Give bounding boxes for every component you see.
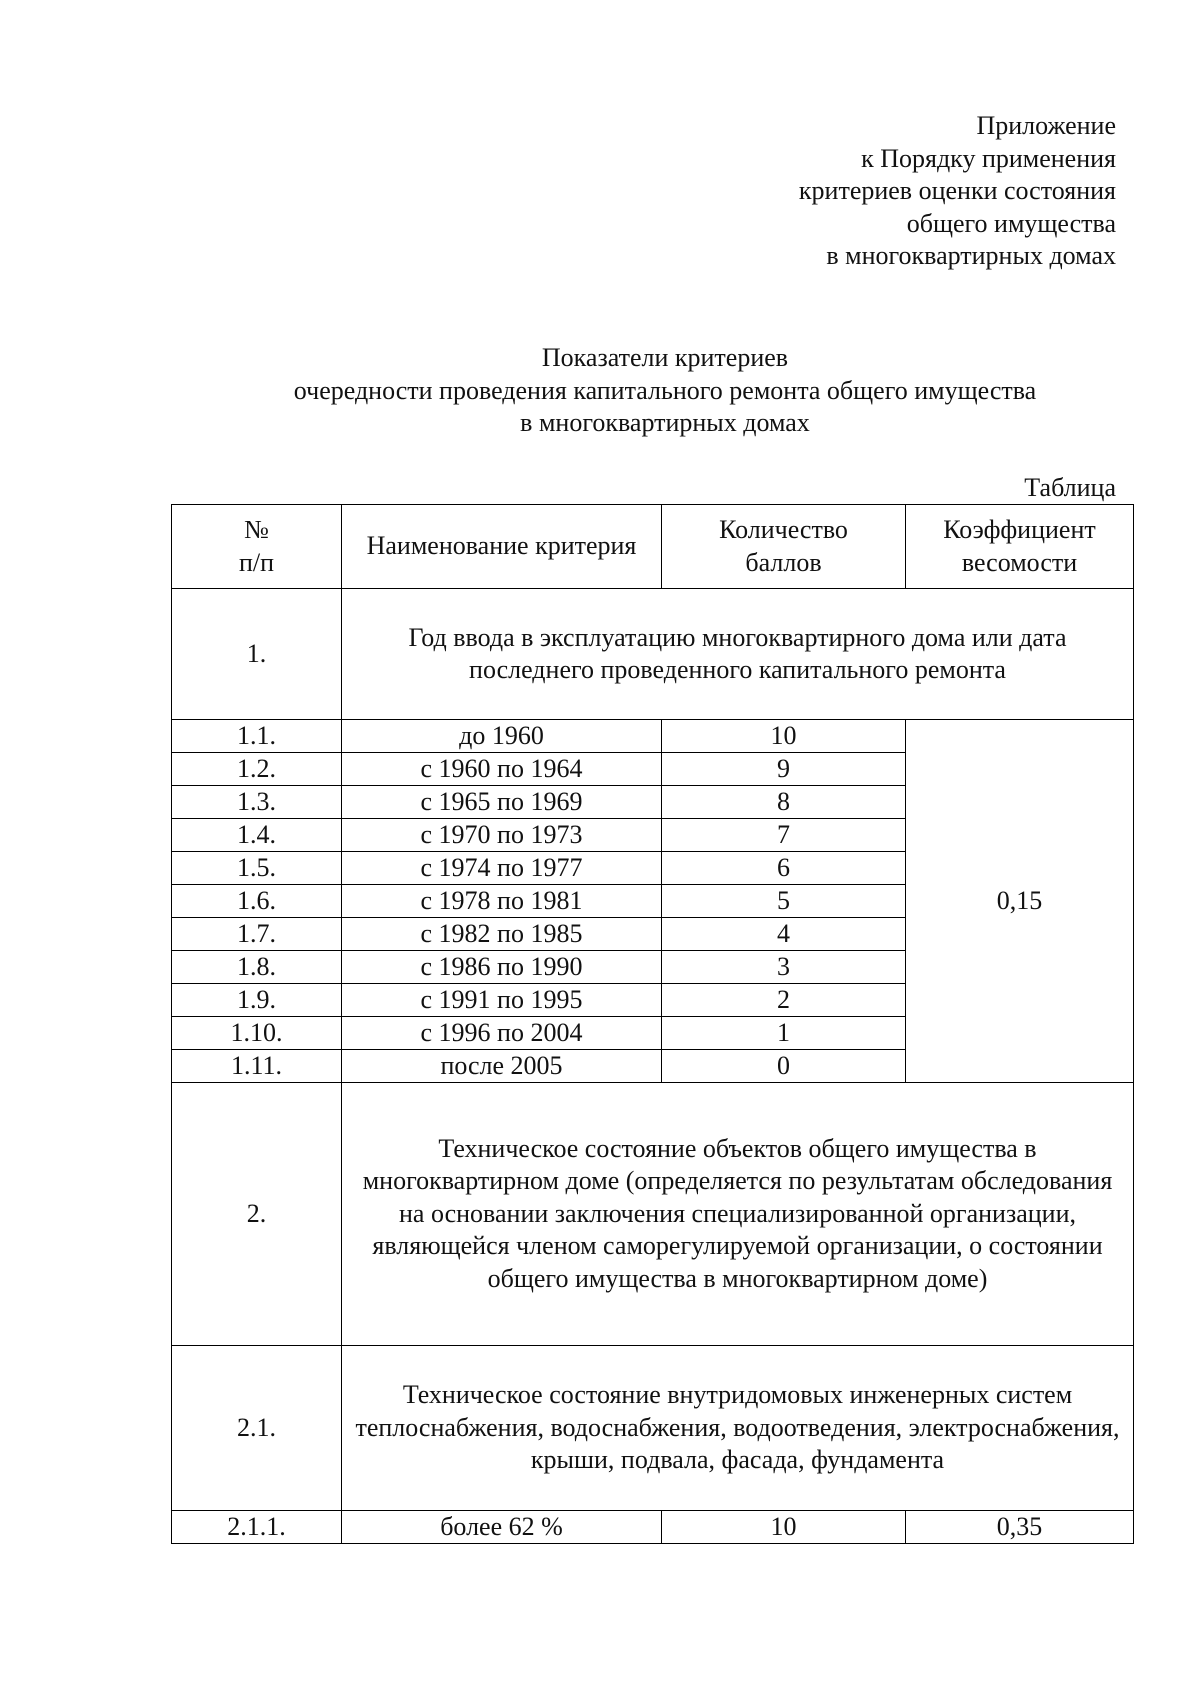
section-row bbox=[172, 1346, 1134, 1511]
row-name: после 2005 bbox=[342, 1050, 662, 1083]
header-points-line2: баллов bbox=[745, 547, 822, 577]
row-number: 1.10. bbox=[172, 1017, 342, 1050]
table-label: Таблица bbox=[1024, 473, 1116, 502]
row-points: 5 bbox=[662, 885, 906, 918]
header-coef-line2: весомости bbox=[961, 547, 1078, 577]
header-points-line1: Количество bbox=[719, 515, 848, 544]
row-coefficient: 0,35 bbox=[906, 1511, 1134, 1544]
section-title: Техническое состояние внутридомовых инженерных систем теплоснабжения, водоснабжения, водоотведения, электроснабжения, крыши, подвала, фасада, фундамента bbox=[342, 1346, 1134, 1511]
row-name: с 1982 по 1985 bbox=[342, 918, 662, 951]
row-number: 1.9. bbox=[172, 984, 342, 1017]
row-points: 10 bbox=[662, 1511, 906, 1544]
header-coef-line1: Коэффициент bbox=[943, 515, 1096, 544]
header-number bbox=[172, 505, 342, 589]
appendix-line: к Порядку применения bbox=[861, 143, 1116, 173]
row-name: с 1991 по 1995 bbox=[342, 984, 662, 1017]
appendix-line: в многоквартирных домах bbox=[826, 241, 1116, 270]
title-line: очередности проведения капитального ремонта общего имущества bbox=[293, 375, 1037, 405]
appendix-line: критериев оценки состояния bbox=[798, 176, 1116, 205]
row-name: с 1986 по 1990 bbox=[342, 951, 662, 984]
row-points: 10 bbox=[662, 720, 906, 753]
row-name: более 62 % bbox=[342, 1511, 662, 1544]
row-points: 7 bbox=[662, 819, 906, 852]
document-title bbox=[230, 342, 1100, 440]
row-points: 2 bbox=[662, 984, 906, 1017]
section-number: 2. bbox=[172, 1083, 342, 1346]
row-number: 1.2. bbox=[172, 753, 342, 786]
section-title: Год ввода в эксплуатацию многоквартирного дома или дата последнего проведенного капитального ремонта bbox=[342, 589, 1134, 720]
title-line: в многоквартирных домах bbox=[520, 408, 810, 437]
header-number-line1: № bbox=[244, 515, 269, 544]
header-coefficient bbox=[906, 505, 1134, 589]
row-number: 1.1. bbox=[172, 720, 342, 753]
row-points: 4 bbox=[662, 918, 906, 951]
title-line: Показатели критериев bbox=[541, 343, 789, 372]
appendix-line: общего имущества bbox=[906, 208, 1116, 238]
row-number: 1.3. bbox=[172, 786, 342, 819]
section-row bbox=[172, 1083, 1134, 1346]
row-number: 1.11. bbox=[172, 1050, 342, 1083]
table-row bbox=[172, 1511, 1134, 1544]
row-points: 1 bbox=[662, 1017, 906, 1050]
header-number-line2: п/п bbox=[238, 547, 275, 577]
row-name: с 1974 по 1977 bbox=[342, 852, 662, 885]
criteria-table bbox=[171, 504, 1134, 1544]
section1-coefficient: 0,15 bbox=[906, 720, 1134, 1083]
row-points: 8 bbox=[662, 786, 906, 819]
table-row bbox=[172, 720, 1134, 753]
row-name: с 1965 по 1969 bbox=[342, 786, 662, 819]
row-number: 2.1.1. bbox=[172, 1511, 342, 1544]
row-name: с 1970 по 1973 bbox=[342, 819, 662, 852]
row-points: 6 bbox=[662, 852, 906, 885]
appendix-line: Приложение bbox=[976, 111, 1116, 140]
row-number: 1.5. bbox=[172, 852, 342, 885]
header-points bbox=[662, 505, 906, 589]
header-name: Наименование критерия bbox=[342, 505, 662, 589]
table-header-row bbox=[172, 505, 1134, 589]
appendix-block bbox=[516, 110, 1116, 273]
row-number: 1.7. bbox=[172, 918, 342, 951]
section-title: Техническое состояние объектов общего имущества в многоквартирном доме (определяется по результатам обследования на основании заключения специализированной организации, являющейся членом саморегулируемой организации, о состоянии общего имущества в многоквартирном доме) bbox=[342, 1083, 1134, 1346]
section-row bbox=[172, 589, 1134, 720]
row-name: с 1960 по 1964 bbox=[342, 753, 662, 786]
row-number: 1.8. bbox=[172, 951, 342, 984]
row-name: до 1960 bbox=[342, 720, 662, 753]
section-number: 1. bbox=[172, 589, 342, 720]
row-points: 9 bbox=[662, 753, 906, 786]
row-points: 0 bbox=[662, 1050, 906, 1083]
row-number: 1.4. bbox=[172, 819, 342, 852]
row-name: с 1978 по 1981 bbox=[342, 885, 662, 918]
row-points: 3 bbox=[662, 951, 906, 984]
row-number: 1.6. bbox=[172, 885, 342, 918]
section-number: 2.1. bbox=[172, 1346, 342, 1511]
row-name: с 1996 по 2004 bbox=[342, 1017, 662, 1050]
